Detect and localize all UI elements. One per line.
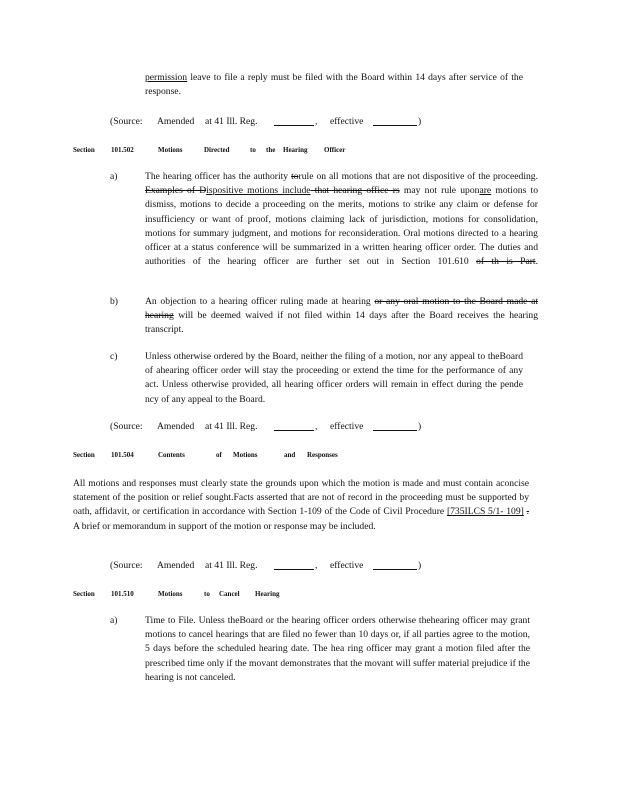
text: A brief or memorandum in support of the motion or response may be included. — [73, 520, 376, 532]
title-word: of — [216, 451, 222, 459]
title-word: Motions — [158, 590, 183, 598]
text: to dismiss, motions to decide a proceeding on the merits, motions to strike any claim or defense for insufficiency or want of proof, motions claiming lack of jurisdiction, motions for consolidation, motions for summary judgment, and — [145, 185, 538, 239]
inserted-text: clude — [289, 185, 311, 197]
amended-label: Amended — [157, 560, 195, 571]
intro-paragraph — [145, 71, 523, 99]
register-citation: at 41 Ill. Reg. — [205, 560, 258, 571]
section-heading-502 — [73, 146, 363, 158]
inserted-text: are — [479, 185, 492, 197]
source-note — [110, 116, 440, 130]
inserted-text: [735ILCS 5/1- 109] — [446, 506, 524, 518]
title-word: Motions — [233, 451, 258, 459]
deleted-text: or any oral motion to the Board made at hearing — [145, 296, 538, 322]
deleted-text: . — [526, 506, 529, 518]
inserted-text: in — [282, 185, 290, 197]
text: Time to File. Unless the — [145, 615, 240, 626]
title-word: the — [266, 146, 276, 154]
item-label-a: a) — [110, 615, 118, 626]
section-word: Section — [73, 146, 95, 154]
paragraph-text: leave to file a reply must be filed with the Board within 14 days after service of the response. — [145, 72, 523, 98]
text: Unless otherwise ordered by the Board, neither the filing of a motion, nor any appeal to the — [145, 351, 500, 362]
comma: , — [315, 116, 318, 127]
close-paren: ) — [418, 116, 422, 127]
paragraph-502c — [145, 350, 523, 407]
text: Board of a — [145, 351, 523, 377]
paragraph-504 — [73, 477, 529, 534]
text: motions — [491, 185, 531, 197]
section-heading-510 — [73, 590, 303, 602]
title-word: to — [250, 146, 256, 154]
item-label-b: b) — [110, 296, 118, 307]
text: Section 101.610 — [401, 256, 477, 268]
title-word: Hearing — [255, 590, 280, 598]
close-paren: ) — [418, 421, 422, 432]
amended-label: Amended — [157, 421, 195, 432]
source-label: (Source: — [110, 116, 143, 127]
effective-label: effective — [330, 116, 364, 127]
paragraph-502b — [145, 295, 538, 338]
text: hearing officer order will stay the proceeding or extend the time for the performance of any act. Unless otherwise provided, all hearing officer orders will remain in effect during the pende ncy of any appeal to the Board. — [145, 365, 523, 405]
deleted-text: to — [291, 171, 299, 182]
text: Board or the hearing officer orders otherwise the — [239, 615, 431, 626]
source-note — [110, 421, 440, 435]
title-word: Responses — [307, 451, 338, 459]
deleted-text: of th is Part — [476, 256, 536, 268]
source-label: (Source: — [110, 560, 143, 571]
comma: , — [315, 560, 318, 571]
inserted-text: permission — [145, 72, 188, 83]
text: All motions and responses must clearly state the grounds upon which the motion is made and must contain a — [73, 478, 501, 489]
section-word: Section — [73, 451, 95, 459]
title-word: Hearing — [283, 146, 308, 154]
deleted-text: that hearing office rs — [310, 185, 400, 197]
comma: , — [315, 421, 318, 432]
text: hearing officer may grant motions to cancel hearings that are filed no fewer than 10 days or, if all parties agree to the motion, 5 days before the scheduled hearing date. The hea ring officer may grant a motion filed after the prescribed time only if the movant demonstrates that the movant will suffer material prejudice if the hearing is not canceled. — [145, 615, 530, 683]
section-number: 101.504 — [111, 451, 134, 459]
item-label-a: a) — [110, 171, 118, 182]
section-number: 101.510 — [111, 590, 134, 598]
text: rule on all motions that are not dispositive of the proceeding. — [298, 171, 538, 182]
inserted-text: ispositive motions — [206, 185, 283, 197]
text: Facts asserted that are not of record in the proceeding must be supported by oath, affidavit, or certification in accordance with Section 1-109 of the Code of Civil Procedure — [73, 492, 529, 518]
text: may not rule upon — [399, 185, 480, 197]
close-paren: ) — [418, 560, 422, 571]
title-word: to — [204, 590, 210, 598]
deleted-text: Examples of D — [145, 185, 207, 197]
section-number: 101.502 — [111, 146, 134, 154]
register-citation: at 41 Ill. Reg. — [205, 421, 258, 432]
effective-label: effective — [330, 421, 364, 432]
source-label: (Source: — [110, 421, 143, 432]
effective-label: effective — [330, 560, 364, 571]
title-word: Motions — [158, 146, 183, 154]
section-heading-504 — [73, 451, 338, 463]
title-word: and — [284, 451, 296, 459]
title-word: Contents — [158, 451, 185, 459]
title-word: Cancel — [219, 590, 240, 598]
title-word: Officer — [324, 146, 346, 154]
text: will be deemed waived if not filed within 14 days after the Board receives the hearing transcript. — [145, 310, 538, 336]
text: The duties and authorities of the hearing officer are further set out in — [145, 242, 538, 268]
item-label-c: c) — [110, 351, 118, 362]
text: motions for reconsideration. Oral motions directed to a hearing officer at a status conference will be summarized in a written hearing officer order. — [145, 227, 538, 254]
title-word: Directed — [204, 146, 230, 154]
section-word: Section — [73, 590, 95, 598]
paragraph-510a — [145, 614, 530, 685]
text: . — [535, 256, 538, 268]
amended-label: Amended — [157, 116, 195, 127]
source-note — [110, 560, 440, 574]
text: The hearing officer has the authority — [145, 171, 292, 182]
register-citation: at 41 Ill. Reg. — [205, 116, 258, 127]
text: An objection to a hearing officer ruling made at hearing — [145, 296, 375, 307]
paragraph-502a — [145, 170, 538, 269]
text: concise statement of the position or relief sought. — [73, 478, 529, 504]
